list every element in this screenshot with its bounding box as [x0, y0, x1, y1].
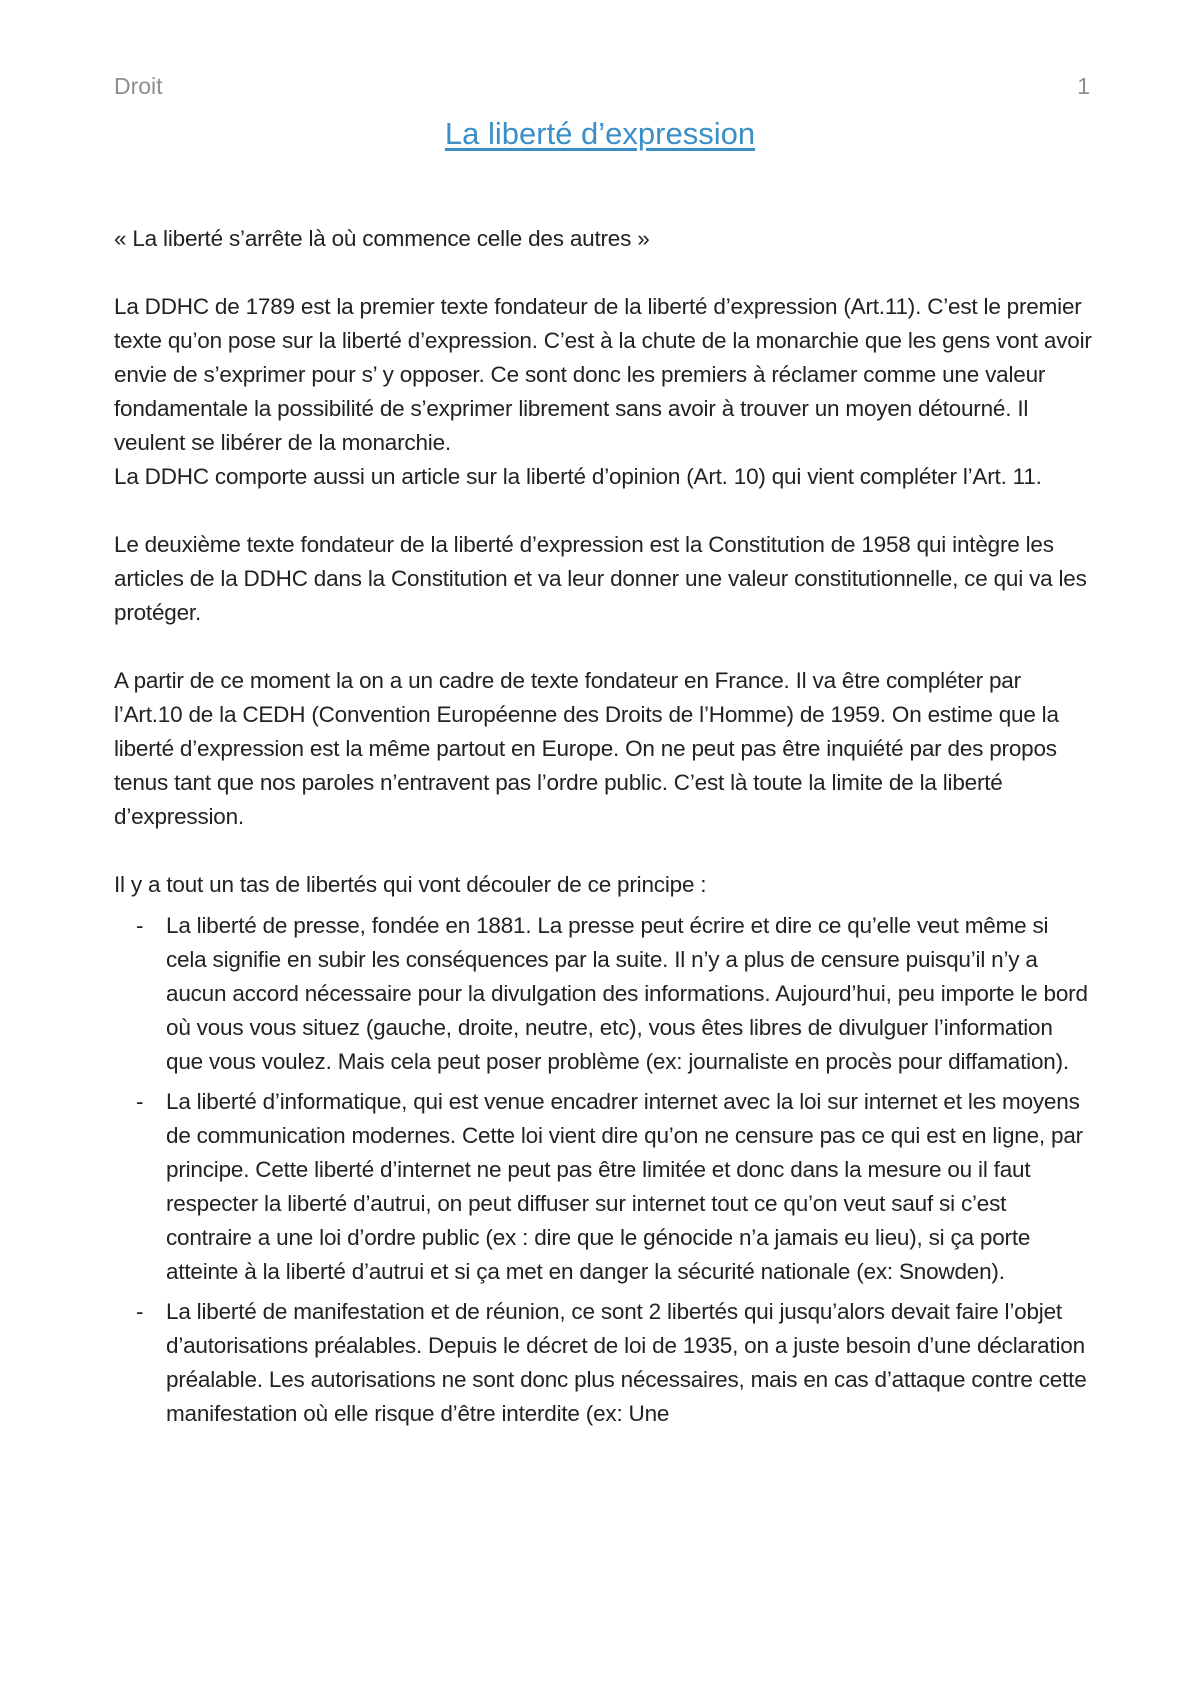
list-item: [114, 1085, 1094, 1289]
paragraph-constitution: Le deuxième texte fondateur de la liberté d’expression est la Constitution de 1958 qui intègre les articles de la DDHC dans la Constitution et va leur donner une valeur constitutionnelle, ce qui va les protéger.: [114, 532, 1087, 625]
page-number: 1: [1077, 73, 1090, 99]
bullet-dash: -: [136, 1089, 144, 1114]
list-item-text: La liberté d’informatique, qui est venue encadrer internet avec la loi sur internet et les moyens de communication modernes. Cette loi vient dire qu’on ne censure pas ce qui est en ligne, par principe. Cette liberté d’internet ne peut pas être limitée et donc dans la mesure ou il faut respecter la liberté d’autrui, on peut diffuser sur internet tout ce qu’on veut sauf si c’est contraire a une loi d’ordre public (ex : dire que le génocide n’a jamais eu lieu), si ça porte atteinte à la liberté d’autrui et si ça met en danger la sécurité nationale (ex: Snowden).: [166, 1089, 1083, 1284]
document-title: La liberté d’expression: [444, 116, 756, 151]
paragraph-ddhc: La DDHC de 1789 est la premier texte fondateur de la liberté d’expression (Art.11). C’est le premier texte qu’on pose sur la liberté d’expression. C’est à la chute de la monarchie que les gens vont avoir envie de s’exprimer pour s’ y opposer. Ce sont donc les premiers à réclamer comme une valeur fondamentale la possibilité de s’exprimer librement sans avoir à trouver un moyen détourné. Il veulent se libérer de la monarchie.: [114, 294, 1092, 455]
bullet-dash: -: [136, 1299, 144, 1324]
paragraph-cedh: A partir de ce moment la on a un cadre de texte fondateur en France. Il va être compléter par l’Art.10 de la CEDH (Convention Européenne des Droits de l’Homme) de 1959. On estime que la liberté d’expression est la même partout en Europe. On ne peut pas être inquiété par des propos tenus tant que nos paroles n’entravent pas l’ordre public. C’est là toute la limite de la liberté d’expression.: [114, 668, 1059, 829]
list-item: [114, 909, 1094, 1079]
list-item: [114, 1295, 1094, 1431]
quote: « La liberté s’arrête là où commence celle des autres »: [114, 226, 650, 251]
bullet-dash: -: [136, 913, 144, 938]
paragraph-intro-list: Il y a tout un tas de libertés qui vont découler de ce principe :: [114, 872, 707, 897]
document-body: [114, 222, 1094, 1437]
liberties-list: [114, 909, 1094, 1431]
list-item-text: La liberté de manifestation et de réunion, ce sont 2 libertés qui jusqu’alors devait faire l’objet d’autorisations préalables. Depuis le décret de loi de 1935, on a juste besoin d’une déclaration préalable. Les autorisations ne sont donc plus nécessaires, mais en cas d’attaque contre cette manifestation où elle risque d’être interdite (ex: Une: [166, 1299, 1087, 1426]
list-item-text: La liberté de presse, fondée en 1881. La presse peut écrire et dire ce qu’elle veut même si cela signifie en subir les conséquences par la suite. Il n’y a plus de censure puisqu’il n’y a aucun accord nécessaire pour la divulgation des informations. Aujourd’hui, peu importe le bord où vous vous situez (gauche, droite, neutre, etc), vous êtes libres de divulguer l’information que vous voulez. Mais cela peut poser problème (ex: journaliste en procès pour diffamation).: [166, 913, 1088, 1074]
header-subject: Droit: [114, 73, 163, 99]
paragraph-ddhc-opinion: La DDHC comporte aussi un article sur la liberté d’opinion (Art. 10) qui vient compléter l’Art. 11.: [114, 464, 1042, 489]
